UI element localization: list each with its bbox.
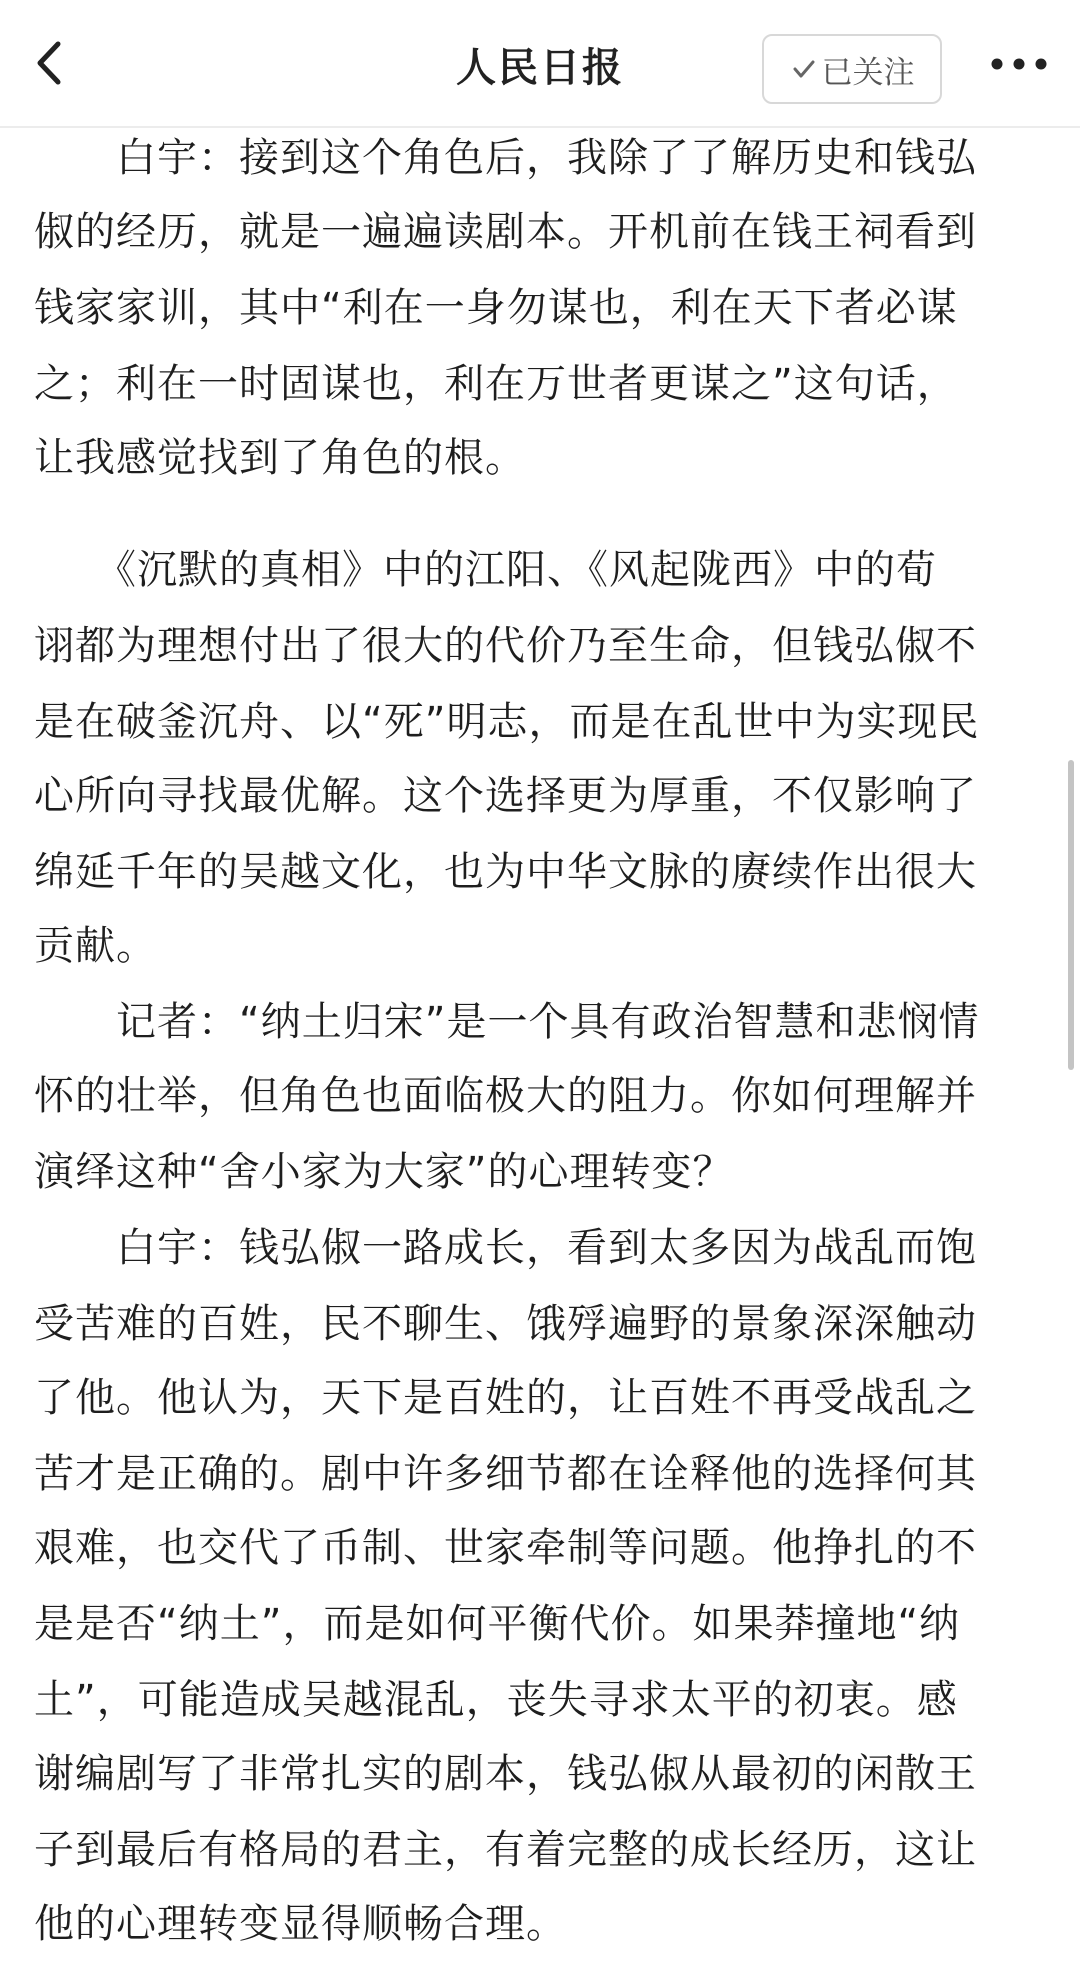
article-line: 诩都为理想付出了很大的代价乃至生命，但钱弘俶不	[34, 623, 977, 669]
page-title: 人民日报	[456, 45, 624, 91]
article-line: 白宇：钱弘俶一路成长，看到太多因为战乱而饱	[34, 1225, 977, 1271]
article-line: 之；利在一时固谋也，利在万世者更谋之”这句话，	[34, 361, 958, 407]
article-line: 受苦难的百姓，民不聊生、饿殍遍野的景象深深触动	[34, 1301, 977, 1347]
article-line: 子到最后有格局的君主，有着完整的成长经历，这让	[34, 1827, 977, 1873]
article-line: 《沉默的真相》中的江阳、《风起陇西》中的荀	[34, 547, 937, 593]
article-line: 让我感觉找到了角色的根。	[34, 435, 526, 481]
more-options-button[interactable]	[984, 44, 1054, 84]
article-line: 是在破釜沉舟、以“死”明志，而是在乱世中为实现民	[34, 699, 980, 745]
article-line: 谢编剧写了非常扎实的剧本，钱弘俶从最初的闲散王	[34, 1751, 977, 1797]
article-line: 是是否“纳土”，而是如何平衡代价。如果莽撞地“纳	[34, 1601, 961, 1647]
article-line: 白宇：接到这个角色后，我除了了解历史和钱弘	[34, 135, 977, 181]
follow-button-label: 已关注	[821, 54, 915, 91]
article-line: 怀的壮举，但角色也面临极大的阻力。你如何理解并	[34, 1073, 977, 1119]
article-line: 他的心理转变显得顺畅合理。	[34, 1901, 567, 1947]
article-line: 土”，可能造成吴越混乱，丧失寻求太平的初衷。感	[34, 1677, 958, 1723]
top-navbar	[0, 0, 1080, 128]
follow-button[interactable]	[762, 34, 942, 104]
article-line: 苦才是正确的。剧中许多细节都在诠释他的选择何其	[34, 1451, 977, 1497]
more-dots-icon	[984, 44, 1054, 84]
article-line: 贡献。	[34, 923, 157, 969]
article-line: 了他。他认为，天下是百姓的，让百姓不再受战乱之	[34, 1375, 977, 1421]
article-line: 钱家家训，其中“利在一身勿谋也，利在天下者必谋	[34, 285, 958, 331]
article-line: 艰难，也交代了币制、世家牵制等问题。他挣扎的不	[34, 1525, 977, 1571]
article-line: 俶的经历，就是一遍遍读剧本。开机前在钱王祠看到	[34, 209, 977, 255]
scrollbar[interactable]	[1068, 760, 1074, 1070]
checkmark-icon	[790, 55, 818, 83]
article-line: 绵延千年的吴越文化，也为中华文脉的赓续作出很大	[34, 849, 977, 895]
article-line: 记者：“纳土归宋”是一个具有政治智慧和悲悯情	[34, 999, 980, 1045]
article-line: 演绎这种“舍小家为大家”的心理转变？	[34, 1149, 734, 1195]
article-line: 心所向寻找最优解。这个选择更为厚重，不仅影响了	[34, 773, 977, 819]
